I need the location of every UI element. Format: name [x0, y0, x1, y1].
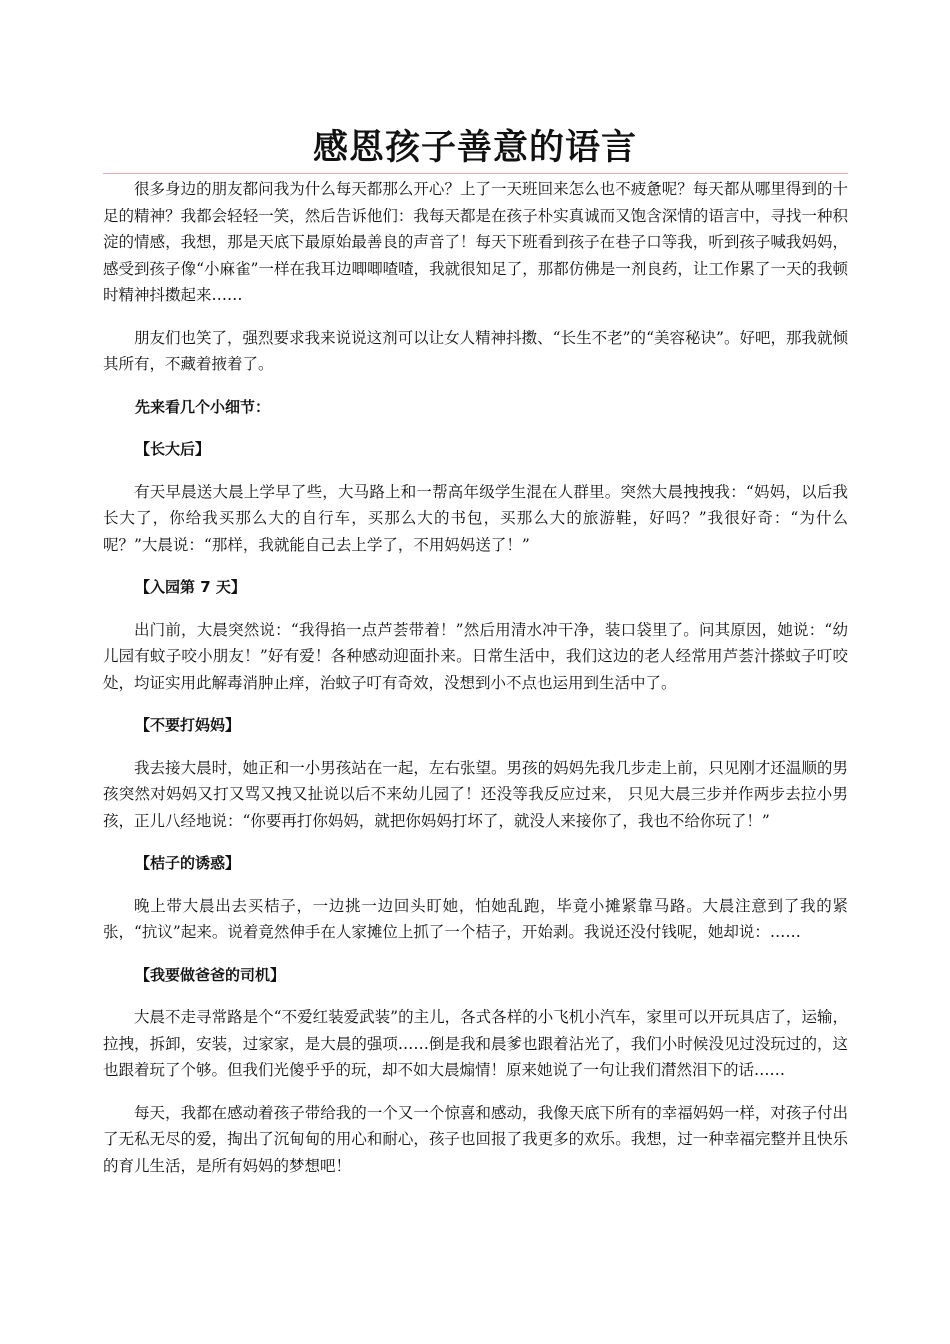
section-heading: 【入园第 7 天】	[135, 578, 246, 596]
intro-paragraph-1: 很多身边的朋友都问我为什么每天都那么开心？上了一天班回来怎么也不疲惫呢？每天都从哪里得到的十足的精神？我都会轻轻一笑，然后告诉他们：我每天都是在孩子朴实真诚而又饱含深情的语言中，寻找一种积淀的情感，我想，那是天底下最原始最善良的声音了！每天下班看到孩子在巷子口等我，听到孩子喊我妈妈，感受到孩子像“小麻雀”一样在我耳边唧唧喳喳，我就很知足了，那都仿佛是一剂良药，让工作累了一天的我顿时精神抖擞起来……	[103, 180, 848, 304]
section-heading: 【不要打妈妈】	[135, 716, 241, 734]
section-heading: 【桔子的诱惑】	[135, 854, 241, 872]
section-paragraph: 我去接大晨时，她正和一小男孩站在一起，左右张望。男孩的妈妈先我几步走上前，只见刚才还温顺的男孩突然对妈妈又打又骂又拽又扯说以后不来幼儿园了！还没等我反应过来， 只见大晨三步并作两步去拉小男孩，正儿八经地说：“你要再打你妈妈，就把你妈妈打坏了，就没人来接你了，我也不给你玩了！”	[103, 758, 848, 830]
lead-heading: 先来看几个小细节：	[135, 397, 271, 416]
page-title: 感恩孩子善意的语言	[312, 128, 637, 168]
article-body	[103, 176, 848, 1179]
section-paragraph: 晚上带大晨出去买桔子，一边挑一边回头盯她，怕她乱跑，毕竟小摊紧靠马路。大晨注意到了我的紧张，“抗议”起来。说着竟然伸手在人家摊位上抓了一个桔子，开始剥。我说还没付钱呢，她却说：……	[103, 896, 848, 941]
intro-paragraph-2: 朋友们也笑了，强烈要求我来说说这剂可以让女人精神抖擞、“长生不老”的“美容秘诀”。好吧，那我就倾其所有，不藏着掖着了。	[103, 328, 848, 373]
section-paragraph: 有天早晨送大晨上学早了些，大马路上和一帮高年级学生混在人群里。突然大晨拽拽我：“妈妈，以后我长大了，你给我买那么大的自行车，买那么大的书包，买那么大的旅游鞋，好吗？”我很好奇：“为什么呢？”大晨说：“那样，我就能自己去上学了，不用妈妈送了！”	[103, 482, 848, 554]
section-heading: 【我要做爸爸的司机】	[135, 965, 286, 984]
closing-paragraph: 每天，我都在感动着孩子带给我的一个又一个惊喜和感动，我像天底下所有的幸福妈妈一样，对孩子付出了无私无尽的爱，掏出了沉甸甸的用心和耐心，孩子也回报了我更多的欢乐。我想，过一种幸福完整并且快乐的育儿生活，是所有妈妈的梦想吧！	[103, 1103, 848, 1175]
title-divider	[103, 173, 848, 174]
section-heading: 【长大后】	[135, 440, 211, 458]
section-paragraph: 大晨不走寻常路是个“不爱红装爱武装”的主儿，各式各样的小飞机小汽车，家里可以开玩具店了，运输，拉拽，拆卸，安装，过家家，是大晨的强项……倒是我和晨爹也跟着沾光了，我们小时候没见过没玩过的，这也跟着玩了个够。但我们光傻乎乎的玩，却不如大晨煽情！原来她说了一句让我们潸然泪下的话……	[103, 1008, 848, 1079]
section-paragraph: 出门前，大晨突然说：“我得掐一点芦荟带着！”然后用清水冲干净，装口袋里了。问其原因，她说：“幼儿园有蚊子咬小朋友！”好有爱！各种感动迎面扑来。日常生活中，我们这边的老人经常用芦荟汁搽蚊子叮咬处，均证实用此解毒消肿止痒，治蚊子叮有奇效，没想到小不点也运用到生活中了。	[103, 620, 848, 692]
